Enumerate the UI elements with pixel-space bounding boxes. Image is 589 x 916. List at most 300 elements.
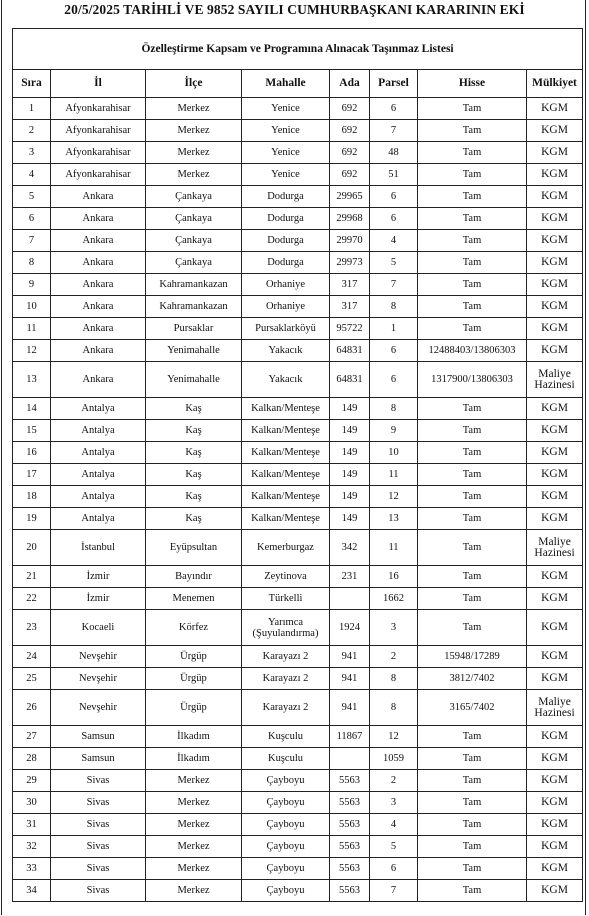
- cell-sira: 5: [13, 186, 51, 208]
- cell-parsel: 2: [370, 770, 418, 792]
- cell-il: Samsun: [51, 726, 146, 748]
- cell-ilce: Kahramankazan: [146, 274, 242, 296]
- cell-mulkiyet: KGM: [527, 814, 583, 836]
- cell-sira: 8: [13, 252, 51, 274]
- table-row: [13, 296, 583, 318]
- cell-ilce: Merkez: [146, 814, 242, 836]
- cell-sira: 2: [13, 120, 51, 142]
- cell-mulkiyet: KGM: [527, 610, 583, 646]
- cell-hisse: Tam: [418, 186, 527, 208]
- table-row: [13, 442, 583, 464]
- cell-il: Ankara: [51, 230, 146, 252]
- cell-ada: 317: [330, 296, 370, 318]
- cell-mahalle: Yakacık: [242, 362, 330, 398]
- cell-il: Ankara: [51, 318, 146, 340]
- table-row: [13, 252, 583, 274]
- cell-sira: 14: [13, 398, 51, 420]
- cell-hisse: Tam: [418, 230, 527, 252]
- cell-mahalle: Yenice: [242, 120, 330, 142]
- cell-hisse: 3165/7402: [418, 690, 527, 726]
- cell-il: İzmir: [51, 588, 146, 610]
- cell-mulkiyet: KGM: [527, 508, 583, 530]
- cell-ada: 149: [330, 508, 370, 530]
- cell-il: Sivas: [51, 836, 146, 858]
- cell-parsel: 6: [370, 362, 418, 398]
- cell-ada: 29965: [330, 186, 370, 208]
- cell-ilce: Körfez: [146, 610, 242, 646]
- cell-ada: [330, 588, 370, 610]
- cell-il: Antalya: [51, 442, 146, 464]
- cell-hisse: 3812/7402: [418, 668, 527, 690]
- cell-hisse: Tam: [418, 164, 527, 186]
- table-row: [13, 318, 583, 340]
- cell-mulkiyet: KGM: [527, 318, 583, 340]
- cell-mulkiyet: KGM: [527, 296, 583, 318]
- cell-il: Nevşehir: [51, 668, 146, 690]
- table-row: [13, 398, 583, 420]
- cell-mulkiyet: KGM: [527, 164, 583, 186]
- cell-ilce: Merkez: [146, 142, 242, 164]
- column-header-ada: Ada: [330, 70, 370, 98]
- cell-il: Afyonkarahisar: [51, 164, 146, 186]
- cell-ada: 231: [330, 566, 370, 588]
- cell-ilce: Çankaya: [146, 186, 242, 208]
- cell-ilce: Menemen: [146, 588, 242, 610]
- cell-il: Antalya: [51, 398, 146, 420]
- cell-ilce: Merkez: [146, 770, 242, 792]
- cell-mahalle: Kemerburgaz: [242, 530, 330, 566]
- cell-parsel: 16: [370, 566, 418, 588]
- cell-hisse: Tam: [418, 296, 527, 318]
- cell-sira: 22: [13, 588, 51, 610]
- cell-sira: 9: [13, 274, 51, 296]
- cell-mahalle: Orhaniye: [242, 296, 330, 318]
- cell-sira: 6: [13, 208, 51, 230]
- cell-mahalle: Dodurga: [242, 252, 330, 274]
- cell-parsel: 12: [370, 486, 418, 508]
- cell-hisse: Tam: [418, 318, 527, 340]
- table-row: [13, 748, 583, 770]
- cell-mahalle: Çayboyu: [242, 770, 330, 792]
- table-row: [13, 486, 583, 508]
- cell-parsel: 6: [370, 186, 418, 208]
- cell-ada: 342: [330, 530, 370, 566]
- cell-mahalle: Kalkan/Menteşe: [242, 508, 330, 530]
- cell-sira: 26: [13, 690, 51, 726]
- column-header-hisse: Hisse: [418, 70, 527, 98]
- cell-parsel: 10: [370, 442, 418, 464]
- cell-sira: 13: [13, 362, 51, 398]
- cell-ada: 29973: [330, 252, 370, 274]
- cell-ilce: Kaş: [146, 486, 242, 508]
- cell-ada: 5563: [330, 858, 370, 880]
- cell-il: Nevşehir: [51, 690, 146, 726]
- subtitle-row: [13, 29, 583, 70]
- cell-ilce: Ürgüp: [146, 646, 242, 668]
- cell-ada: 941: [330, 690, 370, 726]
- cell-ada: 692: [330, 98, 370, 120]
- cell-hisse: Tam: [418, 208, 527, 230]
- cell-ada: 5563: [330, 770, 370, 792]
- cell-il: Sivas: [51, 880, 146, 902]
- column-header-ilce: İlçe: [146, 70, 242, 98]
- cell-mulkiyet: KGM: [527, 442, 583, 464]
- cell-sira: 23: [13, 610, 51, 646]
- cell-mulkiyet: KGM: [527, 208, 583, 230]
- cell-il: Sivas: [51, 792, 146, 814]
- cell-ilce: Kaş: [146, 420, 242, 442]
- cell-il: Ankara: [51, 274, 146, 296]
- cell-parsel: 6: [370, 98, 418, 120]
- column-header-mahalle: Mahalle: [242, 70, 330, 98]
- table-subtitle: Özelleştirme Kapsam ve Programına Alınacak Taşınmaz Listesi: [13, 29, 583, 70]
- cell-il: Nevşehir: [51, 646, 146, 668]
- cell-mahalle: Çayboyu: [242, 858, 330, 880]
- cell-mulkiyet: KGM: [527, 880, 583, 902]
- cell-il: Afyonkarahisar: [51, 142, 146, 164]
- table-row: [13, 362, 583, 398]
- cell-ada: 5563: [330, 836, 370, 858]
- cell-sira: 27: [13, 726, 51, 748]
- cell-parsel: 1: [370, 318, 418, 340]
- cell-sira: 25: [13, 668, 51, 690]
- cell-mahalle: Kuşculu: [242, 748, 330, 770]
- cell-mahalle: Çayboyu: [242, 836, 330, 858]
- cell-parsel: 51: [370, 164, 418, 186]
- cell-il: Ankara: [51, 186, 146, 208]
- cell-sira: 17: [13, 464, 51, 486]
- cell-ilce: Merkez: [146, 120, 242, 142]
- cell-ilce: Yenimahalle: [146, 362, 242, 398]
- table-row: [13, 508, 583, 530]
- cell-mulkiyet: KGM: [527, 186, 583, 208]
- cell-mulkiyet: KGM: [527, 252, 583, 274]
- cell-hisse: Tam: [418, 442, 527, 464]
- cell-ada: 29968: [330, 208, 370, 230]
- cell-sira: 15: [13, 420, 51, 442]
- cell-mahalle: Yarımca (Şuyulandırma): [242, 610, 330, 646]
- cell-parsel: 6: [370, 858, 418, 880]
- cell-sira: 34: [13, 880, 51, 902]
- cell-il: Ankara: [51, 362, 146, 398]
- cell-parsel: 2: [370, 646, 418, 668]
- cell-il: Sivas: [51, 770, 146, 792]
- cell-sira: 29: [13, 770, 51, 792]
- cell-mahalle: Kalkan/Menteşe: [242, 420, 330, 442]
- cell-ada: 941: [330, 668, 370, 690]
- cell-hisse: Tam: [418, 274, 527, 296]
- cell-mulkiyet: KGM: [527, 646, 583, 668]
- cell-ada: 95722: [330, 318, 370, 340]
- cell-parsel: 9: [370, 420, 418, 442]
- cell-mahalle: Yenice: [242, 98, 330, 120]
- cell-ada: 64831: [330, 340, 370, 362]
- cell-parsel: 11: [370, 530, 418, 566]
- cell-mahalle: Karayazı 2: [242, 646, 330, 668]
- cell-mahalle: Dodurga: [242, 230, 330, 252]
- cell-hisse: Tam: [418, 486, 527, 508]
- cell-parsel: 11: [370, 464, 418, 486]
- table-row: [13, 464, 583, 486]
- cell-parsel: 12: [370, 726, 418, 748]
- cell-ilce: Bayındır: [146, 566, 242, 588]
- cell-mahalle: Zeytinova: [242, 566, 330, 588]
- cell-il: Antalya: [51, 420, 146, 442]
- table-row: [13, 792, 583, 814]
- cell-mulkiyet: KGM: [527, 120, 583, 142]
- table-row: [13, 164, 583, 186]
- table-row: [13, 610, 583, 646]
- cell-hisse: Tam: [418, 566, 527, 588]
- cell-mulkiyet: KGM: [527, 230, 583, 252]
- cell-il: Ankara: [51, 208, 146, 230]
- table-row: [13, 858, 583, 880]
- cell-parsel: 7: [370, 274, 418, 296]
- property-table: [12, 28, 583, 902]
- cell-ilce: Merkez: [146, 880, 242, 902]
- column-header-parsel: Parsel: [370, 70, 418, 98]
- column-header-mulkiyet: Mülkiyet: [527, 70, 583, 98]
- cell-mulkiyet: KGM: [527, 142, 583, 164]
- table-row: [13, 646, 583, 668]
- cell-sira: 24: [13, 646, 51, 668]
- cell-ada: 692: [330, 142, 370, 164]
- cell-parsel: 8: [370, 296, 418, 318]
- cell-mahalle: Yenice: [242, 142, 330, 164]
- cell-ilce: Ürgüp: [146, 690, 242, 726]
- cell-mahalle: Çayboyu: [242, 792, 330, 814]
- cell-ilce: Kaş: [146, 464, 242, 486]
- cell-sira: 16: [13, 442, 51, 464]
- cell-mulkiyet: KGM: [527, 420, 583, 442]
- cell-ada: 317: [330, 274, 370, 296]
- cell-mahalle: Türkelli: [242, 588, 330, 610]
- cell-ada: 692: [330, 120, 370, 142]
- cell-sira: 31: [13, 814, 51, 836]
- cell-sira: 12: [13, 340, 51, 362]
- cell-ada: 149: [330, 398, 370, 420]
- cell-hisse: Tam: [418, 792, 527, 814]
- cell-hisse: Tam: [418, 252, 527, 274]
- cell-ilce: Pursaklar: [146, 318, 242, 340]
- cell-ilce: Merkez: [146, 164, 242, 186]
- cell-mahalle: Çayboyu: [242, 880, 330, 902]
- cell-mulkiyet: Maliye Hazinesi: [527, 530, 583, 566]
- cell-ilce: Yenimahalle: [146, 340, 242, 362]
- cell-hisse: Tam: [418, 814, 527, 836]
- cell-mulkiyet: KGM: [527, 398, 583, 420]
- cell-ada: 5563: [330, 814, 370, 836]
- cell-ada: 149: [330, 420, 370, 442]
- cell-ilce: Kaş: [146, 398, 242, 420]
- cell-hisse: Tam: [418, 530, 527, 566]
- cell-mulkiyet: KGM: [527, 340, 583, 362]
- cell-ilce: Çankaya: [146, 252, 242, 274]
- cell-mahalle: Kuşculu: [242, 726, 330, 748]
- cell-hisse: Tam: [418, 464, 527, 486]
- cell-parsel: 7: [370, 120, 418, 142]
- cell-parsel: 3: [370, 792, 418, 814]
- document-title: 20/5/2025 TARİHLİ VE 9852 SAYILI CUMHURBAŞKANI KARARININ EKİ: [64, 2, 525, 17]
- cell-hisse: 15948/17289: [418, 646, 527, 668]
- cell-hisse: 12488403/13806303: [418, 340, 527, 362]
- table-row: [13, 98, 583, 120]
- cell-parsel: 7: [370, 880, 418, 902]
- table-row: [13, 142, 583, 164]
- table-row: [13, 836, 583, 858]
- cell-hisse: Tam: [418, 770, 527, 792]
- cell-hisse: Tam: [418, 98, 527, 120]
- table-row: [13, 208, 583, 230]
- cell-parsel: 8: [370, 668, 418, 690]
- cell-ilce: Kahramankazan: [146, 296, 242, 318]
- cell-hisse: Tam: [418, 880, 527, 902]
- cell-parsel: 13: [370, 508, 418, 530]
- cell-il: Kocaeli: [51, 610, 146, 646]
- cell-il: Ankara: [51, 296, 146, 318]
- cell-mahalle: Yenice: [242, 164, 330, 186]
- cell-hisse: Tam: [418, 610, 527, 646]
- column-header-sira: Sıra: [13, 70, 51, 98]
- cell-sira: 32: [13, 836, 51, 858]
- cell-mahalle: Kalkan/Menteşe: [242, 398, 330, 420]
- cell-mahalle: Yakacık: [242, 340, 330, 362]
- cell-mulkiyet: KGM: [527, 792, 583, 814]
- table-row: [13, 230, 583, 252]
- cell-ilce: Çankaya: [146, 208, 242, 230]
- cell-ada: 941: [330, 646, 370, 668]
- cell-ada: 692: [330, 164, 370, 186]
- cell-mulkiyet: KGM: [527, 858, 583, 880]
- cell-il: İstanbul: [51, 530, 146, 566]
- cell-hisse: Tam: [418, 120, 527, 142]
- cell-il: Ankara: [51, 340, 146, 362]
- cell-ilce: Çankaya: [146, 230, 242, 252]
- cell-ilce: İlkadım: [146, 748, 242, 770]
- cell-sira: 19: [13, 508, 51, 530]
- cell-mulkiyet: KGM: [527, 464, 583, 486]
- table-row: [13, 420, 583, 442]
- table-row: [13, 274, 583, 296]
- cell-ada: 11867: [330, 726, 370, 748]
- cell-parsel: 8: [370, 398, 418, 420]
- table-row: [13, 120, 583, 142]
- cell-hisse: Tam: [418, 726, 527, 748]
- cell-parsel: 4: [370, 230, 418, 252]
- cell-il: Afyonkarahisar: [51, 98, 146, 120]
- table-row: [13, 566, 583, 588]
- cell-parsel: 6: [370, 340, 418, 362]
- cell-mahalle: Dodurga: [242, 208, 330, 230]
- cell-ilce: Merkez: [146, 858, 242, 880]
- cell-ilce: Kaş: [146, 508, 242, 530]
- cell-mahalle: Pursaklarköyü: [242, 318, 330, 340]
- cell-mulkiyet: KGM: [527, 836, 583, 858]
- cell-ada: 149: [330, 464, 370, 486]
- cell-il: Ankara: [51, 252, 146, 274]
- cell-sira: 21: [13, 566, 51, 588]
- cell-hisse: Tam: [418, 420, 527, 442]
- cell-ilce: Merkez: [146, 792, 242, 814]
- table-row: [13, 726, 583, 748]
- cell-mulkiyet: KGM: [527, 770, 583, 792]
- cell-parsel: 1059: [370, 748, 418, 770]
- header-row: [13, 70, 583, 98]
- cell-ilce: Merkez: [146, 836, 242, 858]
- cell-mulkiyet: KGM: [527, 486, 583, 508]
- cell-il: Samsun: [51, 748, 146, 770]
- table-row: [13, 814, 583, 836]
- table-row: [13, 668, 583, 690]
- cell-il: Antalya: [51, 464, 146, 486]
- cell-mulkiyet: KGM: [527, 588, 583, 610]
- cell-il: Antalya: [51, 508, 146, 530]
- cell-ada: 5563: [330, 880, 370, 902]
- cell-mulkiyet: KGM: [527, 748, 583, 770]
- cell-ilce: İlkadım: [146, 726, 242, 748]
- table-row: [13, 770, 583, 792]
- cell-mulkiyet: KGM: [527, 566, 583, 588]
- table-row: [13, 530, 583, 566]
- cell-sira: 1: [13, 98, 51, 120]
- table-row: [13, 340, 583, 362]
- cell-sira: 7: [13, 230, 51, 252]
- cell-mahalle: Orhaniye: [242, 274, 330, 296]
- cell-sira: 30: [13, 792, 51, 814]
- cell-ada: 1924: [330, 610, 370, 646]
- cell-ada: [330, 748, 370, 770]
- cell-sira: 3: [13, 142, 51, 164]
- cell-hisse: 1317900/13806303: [418, 362, 527, 398]
- cell-ilce: Kaş: [146, 442, 242, 464]
- cell-sira: 28: [13, 748, 51, 770]
- table-row: [13, 588, 583, 610]
- cell-il: İzmir: [51, 566, 146, 588]
- cell-parsel: 5: [370, 252, 418, 274]
- cell-mahalle: Çayboyu: [242, 814, 330, 836]
- cell-parsel: 4: [370, 814, 418, 836]
- cell-ada: 29970: [330, 230, 370, 252]
- table-body: [13, 29, 583, 902]
- cell-ada: 64831: [330, 362, 370, 398]
- cell-parsel: 5: [370, 836, 418, 858]
- cell-parsel: 1662: [370, 588, 418, 610]
- cell-mulkiyet: KGM: [527, 98, 583, 120]
- cell-sira: 10: [13, 296, 51, 318]
- cell-hisse: Tam: [418, 748, 527, 770]
- cell-parsel: 6: [370, 208, 418, 230]
- cell-mulkiyet: KGM: [527, 668, 583, 690]
- table-row: [13, 186, 583, 208]
- cell-il: Sivas: [51, 814, 146, 836]
- cell-parsel: 3: [370, 610, 418, 646]
- table-row: [13, 690, 583, 726]
- cell-ilce: Ürgüp: [146, 668, 242, 690]
- cell-mahalle: Karayazı 2: [242, 668, 330, 690]
- cell-hisse: Tam: [418, 836, 527, 858]
- cell-hisse: Tam: [418, 858, 527, 880]
- table-row: [13, 880, 583, 902]
- cell-sira: 4: [13, 164, 51, 186]
- cell-parsel: 48: [370, 142, 418, 164]
- cell-mahalle: Kalkan/Menteşe: [242, 442, 330, 464]
- cell-mulkiyet: Maliye Hazinesi: [527, 362, 583, 398]
- cell-il: Afyonkarahisar: [51, 120, 146, 142]
- cell-mulkiyet: KGM: [527, 726, 583, 748]
- cell-sira: 33: [13, 858, 51, 880]
- cell-mahalle: Kalkan/Menteşe: [242, 486, 330, 508]
- column-header-il: İl: [51, 70, 146, 98]
